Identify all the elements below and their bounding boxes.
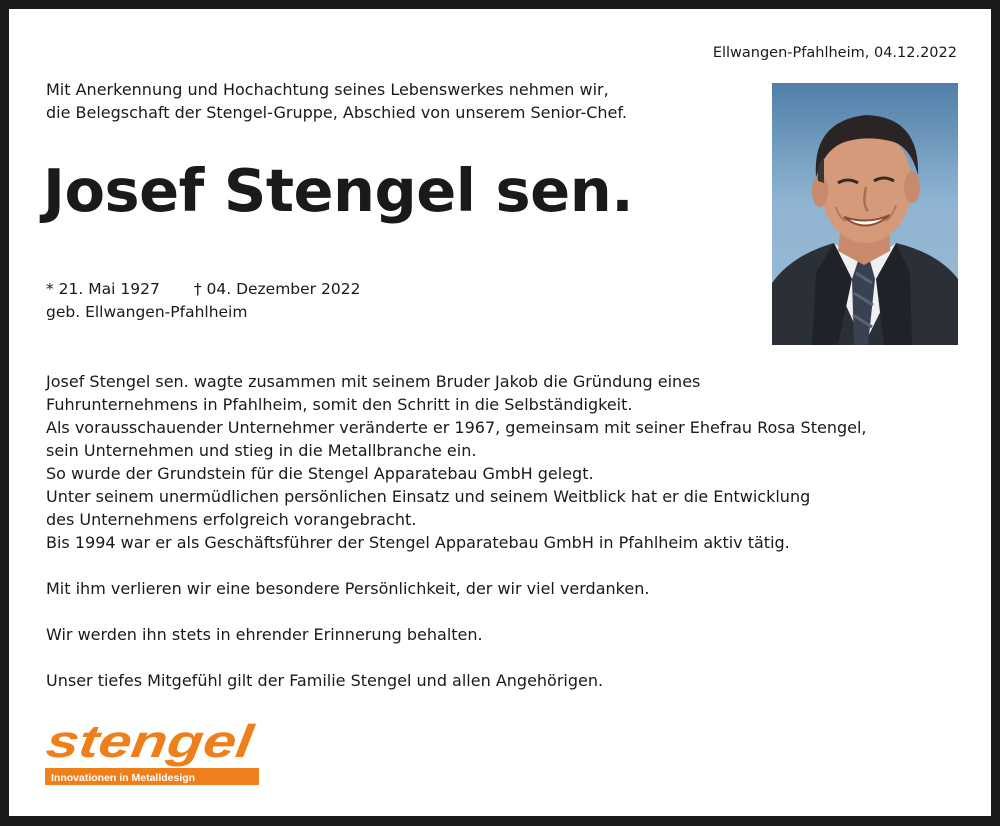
- biography-line: Bis 1994 war er als Geschäftsführer der Stengel Apparatebau GmbH in Pfahlheim aktiv tätig.: [46, 533, 790, 552]
- portrait-illustration: [772, 83, 958, 345]
- portrait-photo: [772, 83, 958, 345]
- logo-wordmark: stengel: [45, 715, 212, 767]
- biography-line: Fuhrunternehmens in Pfahlheim, somit den Schritt in die Selbständigkeit.: [46, 395, 633, 414]
- biography-line: So wurde der Grundstein für die Stengel Apparatebau GmbH gelegt.: [46, 464, 594, 483]
- closing-paragraph: Unser tiefes Mitgefühl gilt der Familie Stengel und allen Angehörigen.: [46, 671, 604, 690]
- obituary-card: [9, 9, 991, 816]
- intro-text: [46, 78, 726, 124]
- closing-paragraph: Mit ihm verlieren wir eine besondere Persönlichkeit, der wir viel verdanken.: [46, 579, 650, 598]
- biography-line: Unter seinem unermüdlichen persönlichen Einsatz und seinem Weitblick hat er die Entwicklung: [46, 487, 811, 506]
- death-date: † 04. Dezember 2022: [193, 280, 361, 298]
- birth-date: * 21. Mai 1927: [46, 280, 160, 298]
- intro-line: die Belegschaft der Stengel-Gruppe, Abschied von unserem Senior-Chef.: [46, 103, 627, 122]
- stengel-logo: [45, 711, 265, 791]
- logo-tagline: Innovationen in Metalldesign: [51, 772, 196, 784]
- biography-line: des Unternehmens erfolgreich vorangebracht.: [46, 510, 417, 529]
- biography-line: Als vorausschauender Unternehmer veränderte er 1967, gemeinsam mit seiner Ehefrau Rosa Stengel,: [46, 418, 867, 437]
- biography: [46, 370, 926, 554]
- birthplace: geb. Ellwangen-Pfahlheim: [46, 303, 248, 321]
- life-dates: [46, 278, 360, 324]
- intro-line: Mit Anerkennung und Hochachtung seines Lebenswerkes nehmen wir,: [46, 80, 609, 99]
- closing-paragraph: Wir werden ihn stets in ehrender Erinnerung behalten.: [46, 625, 483, 644]
- biography-line: Josef Stengel sen. wagte zusammen mit seinem Bruder Jakob die Gründung eines: [46, 372, 701, 391]
- stengel-logo-mark: [45, 711, 265, 791]
- biography-line: sein Unternehmen und stieg in die Metallbranche ein.: [46, 441, 477, 460]
- deceased-name: Josef Stengel sen.: [43, 156, 634, 225]
- place-date: Ellwangen-Pfahlheim, 04.12.2022: [712, 45, 957, 61]
